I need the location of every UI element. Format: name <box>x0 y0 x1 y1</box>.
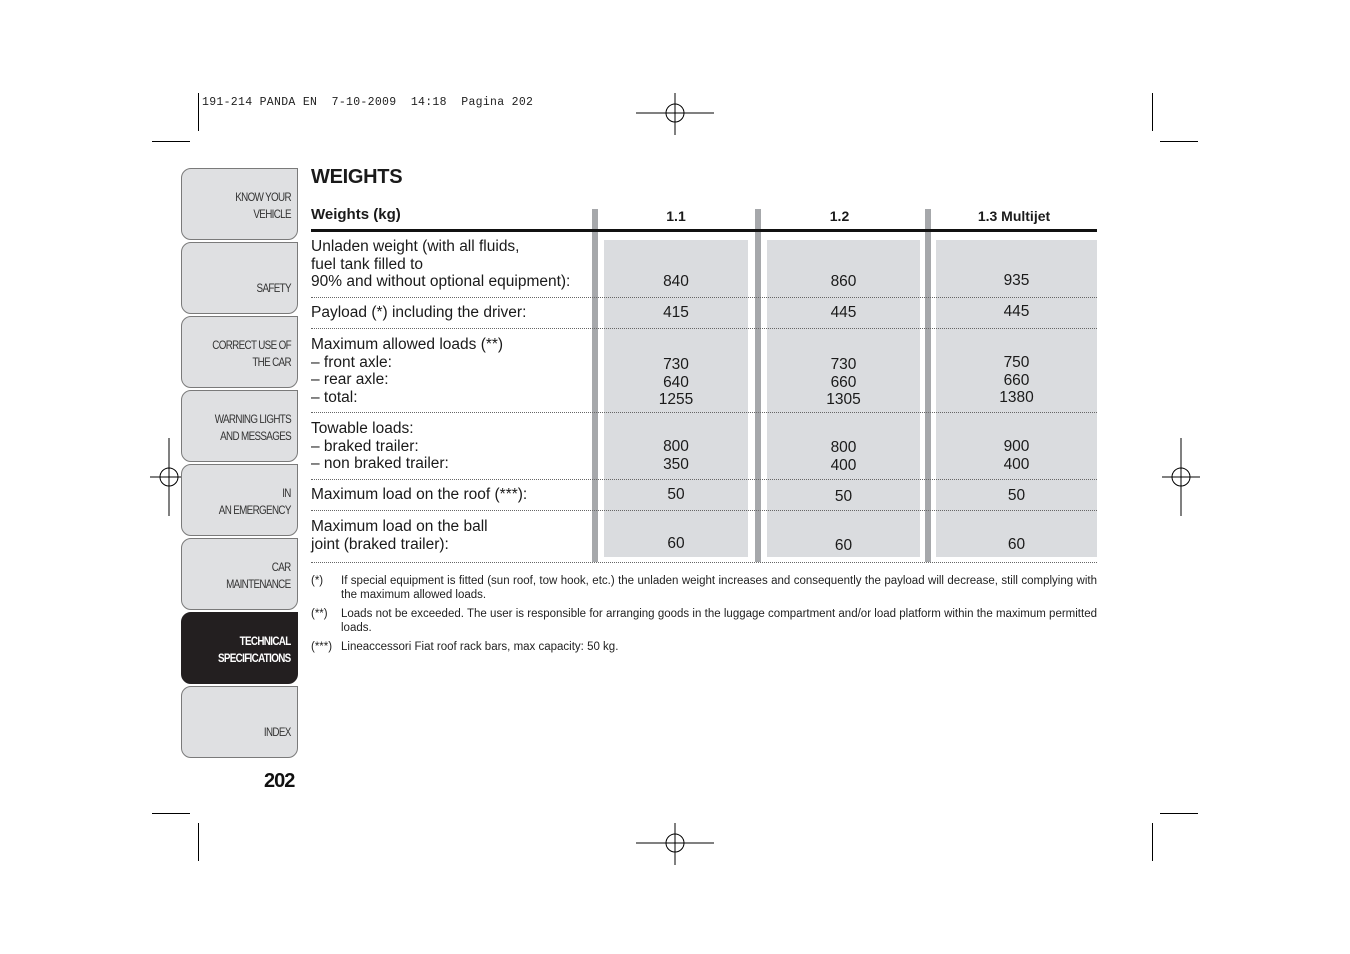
crop-mark <box>1160 141 1198 142</box>
value-cell: 840 <box>663 273 689 290</box>
footnote-mark: (*) <box>311 575 324 587</box>
footnote-text: Lineaccessori Fiat roof rack bars, max capacity: 50 kg. <box>341 641 619 653</box>
tab-emergency[interactable] <box>181 464 298 536</box>
tab-car-maintenance[interactable] <box>181 538 298 610</box>
value-cell: 730 640 1255 <box>658 356 694 408</box>
crop-mark <box>198 823 199 861</box>
value-cell: 860 <box>830 273 857 290</box>
value-cell: 50 <box>1007 487 1026 504</box>
tab-label: CAR MAINTENANCE <box>226 560 291 591</box>
row-label: Maximum load on the ball joint (braked trailer): <box>311 518 488 553</box>
row-divider <box>311 479 1097 480</box>
tab-label: SAFETY <box>256 281 291 295</box>
tab-safety[interactable] <box>181 242 298 314</box>
header-engine-1-3-multijet: 1.3 Multijet <box>977 208 1051 224</box>
row-label: Maximum allowed loads (**) – front axle: – rear axle: – total: <box>311 336 504 406</box>
crop-mark <box>1160 813 1198 814</box>
header-engine-1-2: 1.2 <box>829 208 850 224</box>
footnote <box>311 640 1097 654</box>
registration-mark-icon <box>636 823 714 865</box>
chapter-tabs <box>181 168 298 760</box>
crop-mark <box>1152 823 1153 861</box>
registration-mark-icon <box>636 93 714 135</box>
value-cell: 800 400 <box>830 439 857 474</box>
tab-label: IN AN EMERGENCY <box>219 486 291 517</box>
footnote <box>311 607 1097 635</box>
tab-index[interactable] <box>181 686 298 758</box>
row-divider <box>311 412 1097 413</box>
footnote-text: If special equipment is fitted (sun roof, tow hook, etc.) the unladen weight increases and consequently the payload will decrease, still complying with the maximum allowed loads. <box>341 575 1097 601</box>
tab-know-your-vehicle[interactable] <box>181 168 298 240</box>
header-rule <box>311 229 1097 232</box>
page-number: 202 <box>264 770 295 792</box>
row-divider <box>311 297 1097 298</box>
value-cell: 730 660 1305 <box>826 356 861 408</box>
value-cell: 445 <box>830 304 857 321</box>
value-cell: 445 <box>1003 303 1030 320</box>
value-cell: 900 400 <box>1003 438 1030 473</box>
value-cell: 415 <box>663 304 689 321</box>
header-weights: Weights (kg) <box>311 206 401 223</box>
footnote-text: Loads not be exceeded. The user is responsible for arranging goods in the luggage compartment and/or load platform within the maximum permitted loads. <box>341 608 1097 634</box>
tab-label: CORRECT USE OF THE CAR <box>212 338 291 369</box>
value-cell: 60 <box>1007 536 1026 553</box>
crop-mark <box>198 93 199 131</box>
footnote-mark: (**) <box>311 608 328 620</box>
row-divider <box>311 562 1097 563</box>
crop-mark <box>152 813 190 814</box>
tab-label: TECHNICAL SPECIFICATIONS <box>218 634 291 665</box>
tab-technical-specifications[interactable] <box>181 612 298 684</box>
value-cell: 50 <box>834 488 853 505</box>
tab-label: INDEX <box>264 725 291 739</box>
tab-label: KNOW YOUR VEHICLE <box>235 190 291 221</box>
crop-mark <box>1152 93 1153 131</box>
row-label: Payload (*) including the driver: <box>311 304 527 321</box>
value-cell: 60 <box>834 537 853 554</box>
footnote <box>311 574 1097 602</box>
tab-label: WARNING LIGHTS AND MESSAGES <box>214 412 291 443</box>
tab-correct-use[interactable] <box>181 316 298 388</box>
value-cell: 750 660 1380 <box>999 354 1034 406</box>
row-label: Maximum load on the roof (***): <box>311 486 528 503</box>
row-divider <box>311 510 1097 511</box>
footnotes <box>311 574 1097 659</box>
value-cell: 935 <box>1003 272 1030 289</box>
footnote-mark: (***) <box>311 641 333 653</box>
registration-mark-icon <box>1162 438 1200 516</box>
value-cell: 60 <box>667 535 685 552</box>
tab-warning-lights[interactable] <box>181 390 298 462</box>
value-cell: 800 350 <box>663 438 689 473</box>
print-slug: 191-214 PANDA EN 7-10-2009 14:18 Pagina 202 <box>202 96 534 109</box>
row-label: Unladen weight (with all fluids, fuel tank filled to 90% and without optional equipment): <box>311 238 571 290</box>
crop-mark <box>152 141 190 142</box>
value-cell: 50 <box>667 486 685 503</box>
header-engine-1-1: 1.1 <box>666 208 686 224</box>
page-title: WEIGHTS <box>311 166 403 188</box>
row-divider <box>311 328 1097 329</box>
row-label: Towable loads: – braked trailer: – non braked trailer: <box>311 420 449 472</box>
